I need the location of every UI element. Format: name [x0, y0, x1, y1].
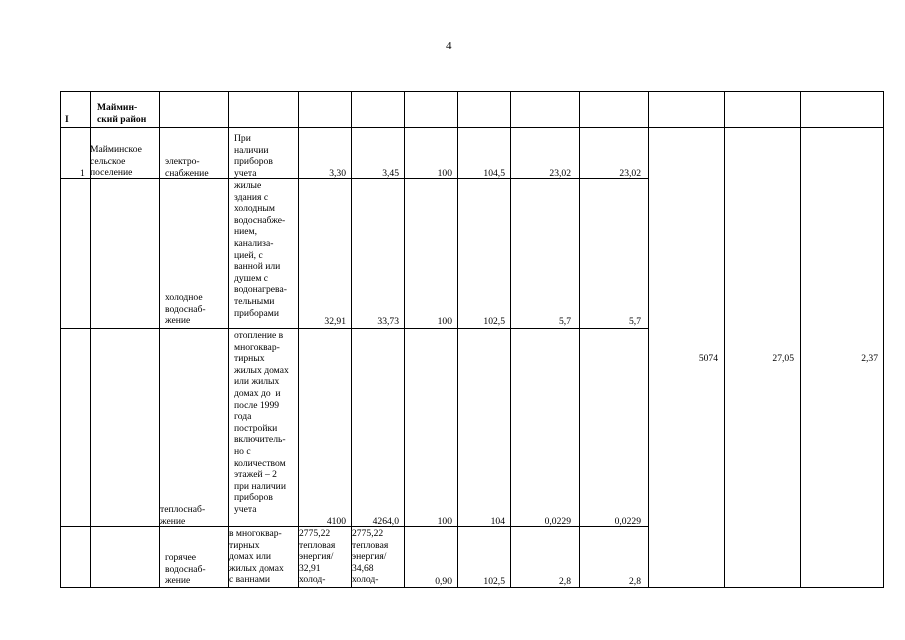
value-cell: 102,5 — [483, 576, 505, 587]
value-cell: 2775,22 тепловая энергия/ 34,68 холод- — [352, 528, 389, 586]
grid-line — [61, 328, 648, 329]
condition-text: отопление в многоквар- тирных жилых домах или жилых домах до и после 1999 года постройки включитель- но с количеством этажей – 2 при наличии приборов учета — [234, 330, 289, 515]
merged-value: 5074 — [698, 353, 718, 364]
grid-line — [351, 92, 352, 587]
grid-line — [61, 127, 883, 128]
value-cell: 104,5 — [483, 168, 505, 179]
value-cell: 23,02 — [549, 168, 571, 179]
value-cell: 0,90 — [435, 576, 452, 587]
service-name: горячее водоснаб- жение — [165, 552, 206, 587]
service-name: холодное водоснаб- жение — [165, 292, 206, 327]
page-number: 4 — [446, 40, 452, 52]
grid-line — [404, 92, 405, 587]
grid-line — [298, 92, 299, 587]
value-cell: 0,0229 — [614, 516, 641, 527]
value-cell: 100 — [437, 316, 452, 327]
value-cell: 100 — [437, 168, 452, 179]
row-number: 1 — [80, 168, 85, 179]
merged-value: 2,37 — [861, 353, 878, 364]
value-cell: 0,0229 — [544, 516, 571, 527]
grid-line — [457, 92, 458, 587]
condition-text: При наличии приборов учета — [234, 133, 273, 179]
service-name: теплоснаб- жение — [160, 504, 206, 527]
grid-line — [648, 92, 649, 587]
merged-value: 27,05 — [772, 353, 794, 364]
condition-text: жилые здания с холодным водоснабже- нием, канализа- цией, с ванной или душем с водонагрева- тельными приборами — [234, 180, 287, 319]
grid-line — [510, 92, 511, 587]
value-cell: 2,8 — [629, 576, 641, 587]
value-cell: 3,30 — [329, 168, 346, 179]
value-cell: 2775,22 тепловая энергия/ 32,91 холод- — [299, 528, 336, 586]
header-number: I — [65, 114, 69, 125]
value-cell: 5,7 — [559, 316, 571, 327]
grid-line — [724, 92, 725, 587]
service-name: электро- снабжение — [165, 156, 209, 179]
grid-line — [579, 92, 580, 587]
value-cell: 100 — [437, 516, 452, 527]
value-cell: 33,73 — [377, 316, 399, 327]
value-cell: 2,8 — [559, 576, 571, 587]
settlement-name: Майминское сельское поселение — [90, 144, 142, 179]
value-cell: 32,91 — [324, 316, 346, 327]
value-cell: 4264,0 — [372, 516, 399, 527]
value-cell: 4100 — [326, 516, 346, 527]
value-cell: 5,7 — [629, 316, 641, 327]
header-district: Маймин- ский район — [97, 102, 147, 125]
grid-line — [800, 92, 801, 587]
grid-line — [228, 92, 229, 587]
value-cell: 104 — [490, 516, 505, 527]
value-cell: 3,45 — [382, 168, 399, 179]
value-cell: 23,02 — [619, 168, 641, 179]
value-cell: 102,5 — [483, 316, 505, 327]
condition-text: в многоквар- тирных домах или жилых домах с ваннами — [229, 528, 284, 586]
